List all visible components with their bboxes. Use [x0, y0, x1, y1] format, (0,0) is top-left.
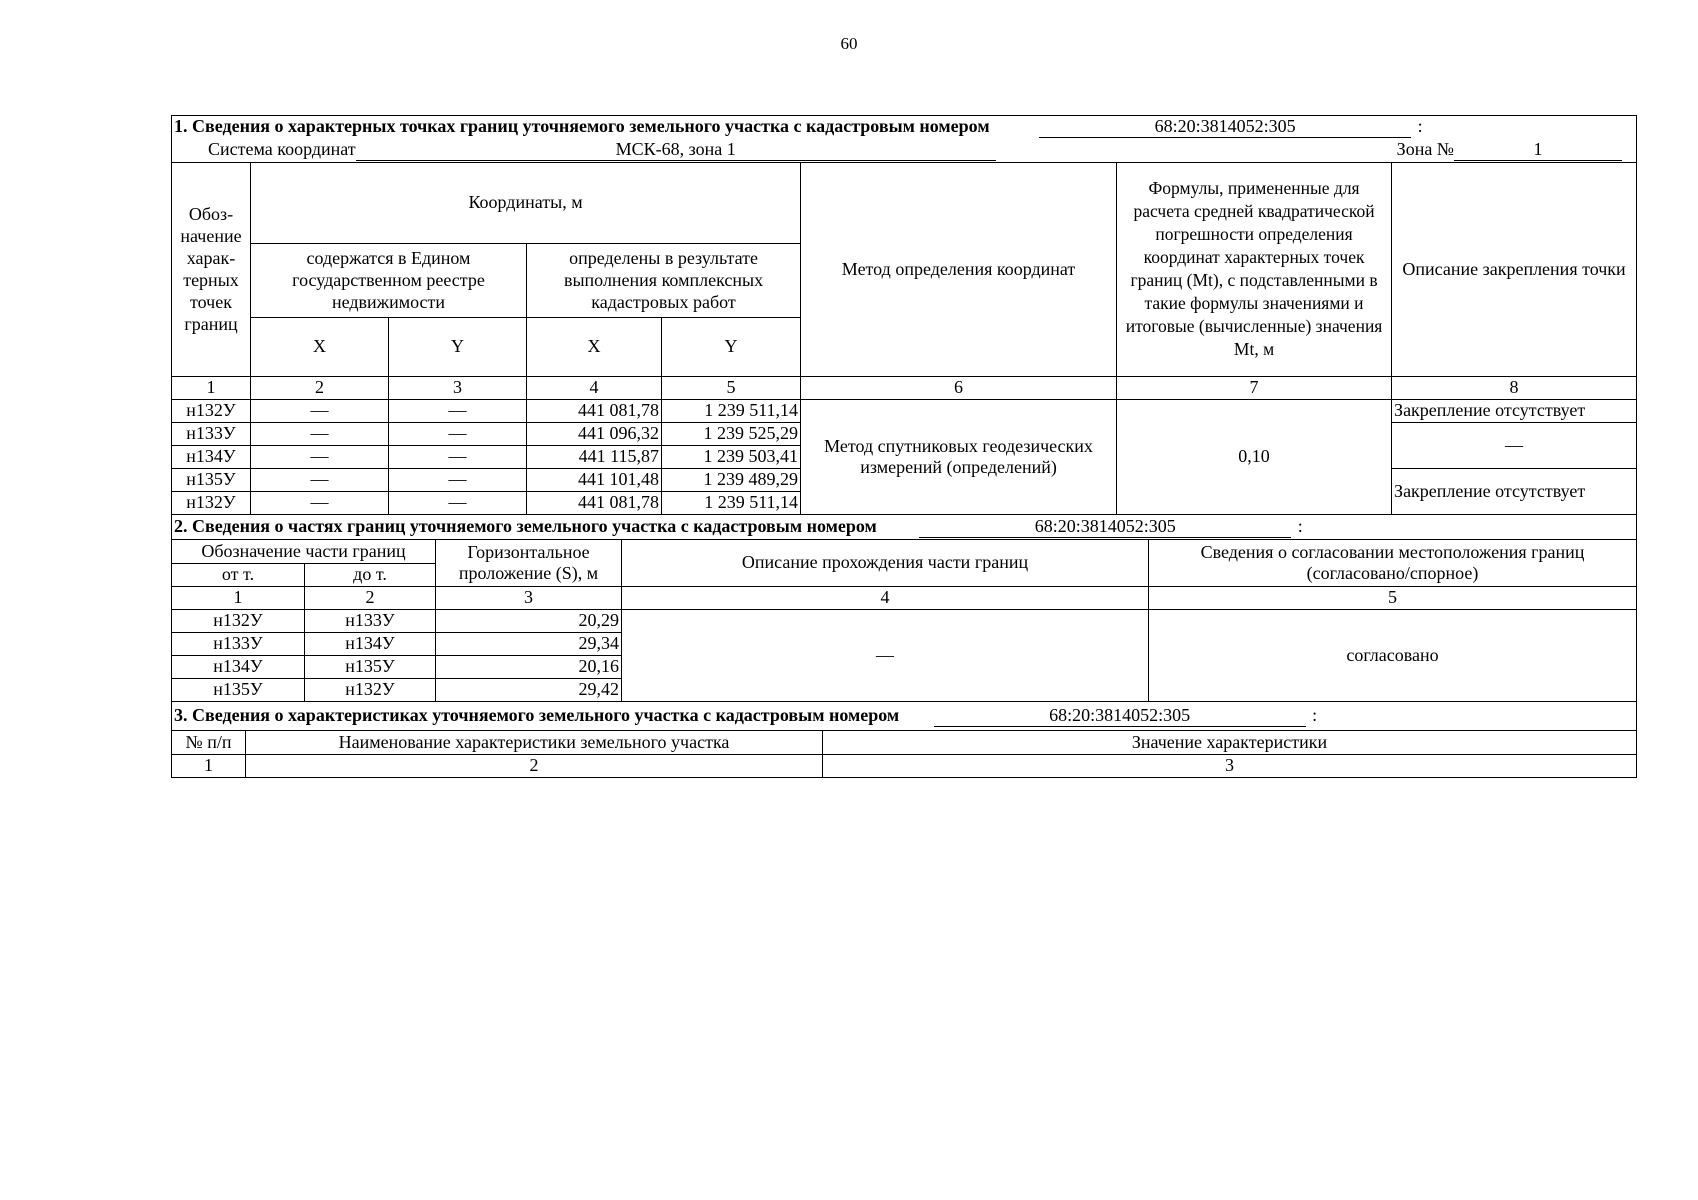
header-name: Наименование характеристики земельного участка: [246, 731, 823, 754]
col-number: 1: [172, 754, 246, 777]
from-point: н134У: [172, 655, 305, 678]
coord-system-label: Система координат: [208, 139, 356, 159]
col-number: 3: [389, 376, 527, 399]
header-coordinates: Координаты, м: [251, 162, 801, 243]
x-egrn: —: [251, 468, 389, 491]
section3-cadastral-number: 68:20:3814052:305: [934, 705, 1306, 727]
col-number: 8: [1392, 376, 1637, 399]
y-egrn: —: [389, 491, 527, 514]
x-coord: 441 096,32: [527, 422, 662, 445]
col-number: 4: [527, 376, 662, 399]
y-coord: 1 239 511,14: [662, 399, 801, 422]
point-name: н135У: [172, 468, 251, 491]
coord-system-value: МСК-68, зона 1: [356, 139, 996, 161]
col-number: 5: [1149, 586, 1637, 609]
method-value: Метод спутниковых геодезических измерений (определений): [801, 399, 1117, 514]
horizontal-distance: 20,29: [436, 609, 622, 632]
col-number: 7: [1117, 376, 1392, 399]
col-number: 2: [246, 754, 823, 777]
from-point: н132У: [172, 609, 305, 632]
fixing-value: —: [1392, 422, 1637, 468]
col-number: 3: [823, 754, 1637, 777]
header-description: Описание прохождения части границ: [622, 540, 1149, 586]
col-number: 1: [172, 586, 305, 609]
x-egrn: —: [251, 422, 389, 445]
point-name: н134У: [172, 445, 251, 468]
header-designation: Обоз-начение харак-терных точек границ: [172, 162, 251, 376]
to-point: н135У: [305, 655, 436, 678]
header-to: до т.: [305, 563, 436, 586]
section2-colon: :: [1297, 515, 1303, 536]
col-number: 1: [172, 376, 251, 399]
fixing-value: Закрепление отсутствует: [1392, 468, 1637, 514]
point-name: н133У: [172, 422, 251, 445]
table-row: [172, 399, 1637, 422]
section2-table: [171, 540, 1637, 702]
section3-title: 3. Сведения о характеристиках уточняемого земельного участка с кадастровым номером: [174, 704, 900, 725]
y-coord: 1 239 511,14: [662, 491, 801, 514]
x-egrn: —: [251, 399, 389, 422]
column-numbers-row: [172, 376, 1637, 399]
header-agreement: Сведения о согласовании местоположения границ (согласовано/спорное): [1149, 540, 1637, 586]
col-number: 2: [251, 376, 389, 399]
section2-title: 2. Сведения о частях границ уточняемого земельного участка с кадастровым номером: [174, 515, 877, 536]
x-coord: 441 081,78: [527, 399, 662, 422]
y-coord: 1 239 525,29: [662, 422, 801, 445]
from-point: н135У: [172, 678, 305, 701]
header-from: от т.: [172, 563, 305, 586]
section1-title: 1. Сведения о характерных точках границ уточняемого земельного участка с кадастровым номером: [174, 116, 990, 137]
column-numbers-row: [172, 754, 1637, 777]
x-coord: 441 115,87: [527, 445, 662, 468]
horizontal-distance: 29,42: [436, 678, 622, 701]
description-value: —: [622, 609, 1149, 701]
section3-header: [171, 702, 1637, 732]
col-number: 3: [436, 586, 622, 609]
section1-colon: :: [1417, 116, 1423, 137]
y-coord: 1 239 503,41: [662, 445, 801, 468]
col-number: 6: [801, 376, 1117, 399]
document-form: [171, 115, 1636, 778]
header-y-egrn: Y: [389, 317, 527, 376]
section3-table: [171, 731, 1637, 778]
x-coord: 441 101,48: [527, 468, 662, 491]
col-number: 4: [622, 586, 1149, 609]
header-formulas: Формулы, примененные для расчета средней квадратической погрешности определения координат характерных точек границ (Mt), с подставленными в такие формулы значениями и итоговые (вычисленные) значения Mt, м: [1117, 162, 1392, 376]
column-numbers-row: [172, 586, 1637, 609]
agreement-value: согласовано: [1149, 609, 1637, 701]
y-egrn: —: [389, 399, 527, 422]
x-egrn: —: [251, 491, 389, 514]
header-value: Значение характеристики: [823, 731, 1637, 754]
page-number: 60: [840, 34, 858, 53]
y-egrn: —: [389, 422, 527, 445]
point-name: н132У: [172, 491, 251, 514]
header-y: Y: [662, 317, 801, 376]
header-num: № п/п: [172, 731, 246, 754]
header-x-egrn: X: [251, 317, 389, 376]
section2-cadastral-number: 68:20:3814052:305: [919, 516, 1291, 538]
horizontal-distance: 20,16: [436, 655, 622, 678]
col-number: 2: [305, 586, 436, 609]
header-complex: определены в результате выполнения комплексных кадастровых работ: [527, 243, 801, 317]
fixing-value: Закрепление отсутствует: [1392, 399, 1637, 422]
table-row: [172, 609, 1637, 632]
y-egrn: —: [389, 445, 527, 468]
from-point: н133У: [172, 632, 305, 655]
header-fixing: Описание закрепления точки: [1392, 162, 1637, 376]
point-name: н132У: [172, 399, 251, 422]
header-part-designation: Обозначение части границ: [172, 540, 436, 563]
to-point: н133У: [305, 609, 436, 632]
section1-cadastral-number: 68:20:3814052:305: [1039, 116, 1411, 138]
section2-header: [171, 515, 1637, 541]
header-x: X: [527, 317, 662, 376]
section1-table: [171, 162, 1637, 515]
zone-label: Зона №: [1396, 138, 1454, 159]
header-method: Метод определения координат: [801, 162, 1117, 376]
col-number: 5: [662, 376, 801, 399]
section1-header: [171, 115, 1637, 162]
y-egrn: —: [389, 468, 527, 491]
horizontal-distance: 29,34: [436, 632, 622, 655]
to-point: н134У: [305, 632, 436, 655]
header-horizontal: Горизонтальное проложение (S), м: [436, 540, 622, 586]
x-coord: 441 081,78: [527, 491, 662, 514]
section3-colon: :: [1312, 704, 1318, 725]
y-coord: 1 239 489,29: [662, 468, 801, 491]
to-point: н132У: [305, 678, 436, 701]
mt-value: 0,10: [1117, 399, 1392, 514]
x-egrn: —: [251, 445, 389, 468]
header-egrn: содержатся в Едином государственном реестре недвижимости: [251, 243, 527, 317]
zone-value: 1: [1454, 139, 1622, 161]
